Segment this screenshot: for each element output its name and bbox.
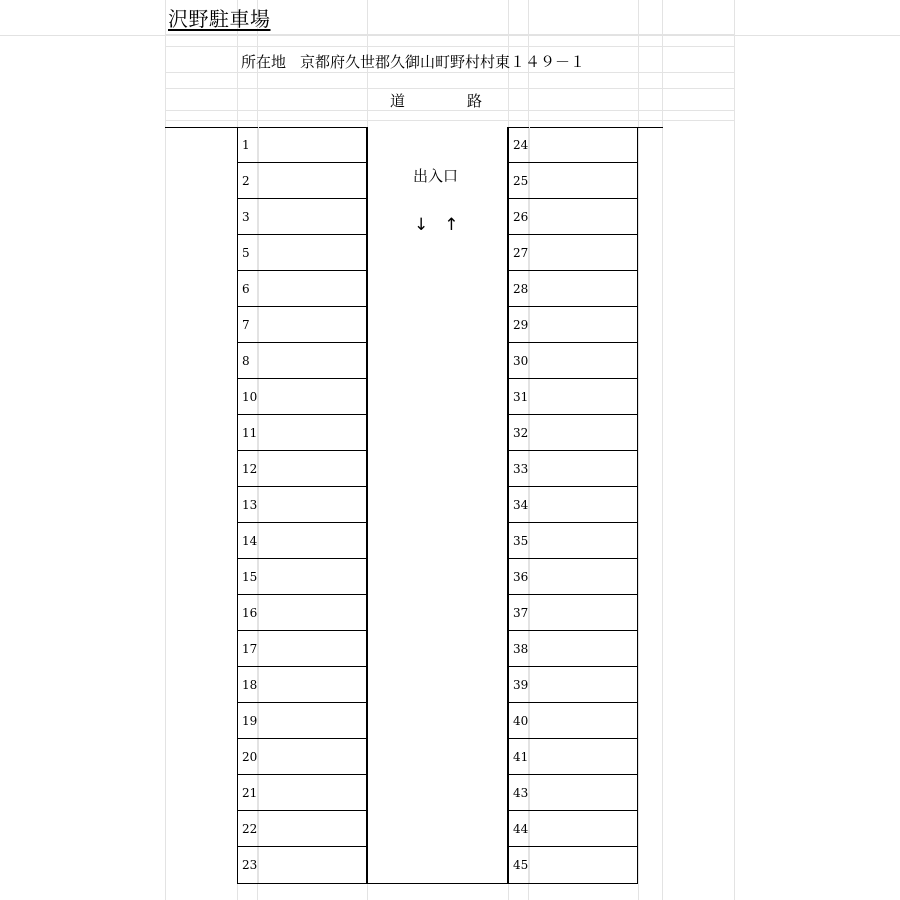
grid-line	[258, 559, 259, 594]
grid-line	[258, 199, 259, 234]
parking-slot	[238, 487, 366, 523]
parking-slot	[509, 343, 637, 379]
parking-slot	[509, 703, 637, 739]
parking-slot	[509, 523, 637, 559]
parking-slot	[509, 775, 637, 811]
grid-line	[529, 739, 530, 774]
grid-line	[529, 271, 530, 306]
parking-slot-number: 25	[513, 174, 529, 188]
grid-line	[529, 199, 530, 234]
grid-line	[529, 487, 530, 522]
parking-slot-number: 29	[513, 318, 529, 332]
grid-line	[258, 667, 259, 702]
parking-column-left	[237, 127, 367, 884]
parking-slot	[509, 199, 637, 235]
grid-line	[258, 703, 259, 738]
grid-line	[165, 0, 166, 900]
road-char-2: 路	[467, 92, 483, 110]
parking-slot	[509, 415, 637, 451]
grid-line	[165, 34, 735, 35]
grid-line	[529, 847, 530, 883]
grid-line	[258, 523, 259, 558]
parking-slot-number: 26	[513, 210, 529, 224]
parking-slot-number: 23	[242, 858, 258, 872]
parking-slot	[238, 451, 366, 487]
parking-slot	[238, 199, 366, 235]
parking-slot-number: 28	[513, 282, 529, 296]
parking-slot	[238, 415, 366, 451]
parking-slot-number: 30	[513, 354, 529, 368]
parking-slot-number: 6	[242, 282, 250, 296]
parking-slot	[509, 163, 637, 199]
parking-slot-number: 15	[242, 570, 258, 584]
parking-slot	[509, 739, 637, 775]
grid-line	[165, 46, 735, 47]
grid-line	[529, 703, 530, 738]
parking-slot-number: 27	[513, 246, 529, 260]
grid-line	[529, 559, 530, 594]
parking-slot-number: 1	[242, 138, 250, 152]
grid-line	[258, 811, 259, 846]
parking-slot-number: 5	[242, 246, 250, 260]
parking-slot	[509, 631, 637, 667]
parking-slot-number: 2	[242, 174, 250, 188]
grid-line	[734, 0, 735, 900]
grid-line	[258, 487, 259, 522]
road-label	[390, 90, 482, 111]
parking-slot-number: 32	[513, 426, 529, 440]
parking-slot-number: 43	[513, 786, 529, 800]
parking-slot-number: 16	[242, 606, 258, 620]
parking-slot	[238, 595, 366, 631]
grid-line	[529, 523, 530, 558]
grid-line	[529, 631, 530, 666]
driving-aisle	[367, 127, 508, 884]
parking-slot-number: 36	[513, 570, 529, 584]
parking-slot-number: 11	[242, 426, 258, 440]
parking-slot-number: 33	[513, 462, 529, 476]
grid-line	[529, 127, 530, 162]
parking-slot-number: 34	[513, 498, 529, 512]
parking-slot-number: 38	[513, 642, 529, 656]
parking-slot-number: 41	[513, 750, 529, 764]
parking-slot	[238, 271, 366, 307]
parking-slot	[509, 127, 637, 163]
parking-slot-number: 39	[513, 678, 529, 692]
road-char-1: 道	[390, 92, 406, 110]
parking-slot	[509, 451, 637, 487]
grid-line	[529, 379, 530, 414]
parking-slot-number: 37	[513, 606, 529, 620]
parking-slot	[238, 343, 366, 379]
parking-slot	[509, 811, 637, 847]
parking-slot-number: 35	[513, 534, 529, 548]
parking-slot-number: 40	[513, 714, 529, 728]
parking-slot	[509, 271, 637, 307]
parking-slot	[238, 559, 366, 595]
parking-slot	[509, 235, 637, 271]
parking-slot-number: 20	[242, 750, 258, 764]
parking-slot-number: 7	[242, 318, 250, 332]
parking-slot	[509, 667, 637, 703]
parking-slot-number: 14	[242, 534, 258, 548]
grid-line	[258, 235, 259, 270]
grid-line	[258, 271, 259, 306]
parking-slot	[238, 523, 366, 559]
parking-slot-number: 18	[242, 678, 258, 692]
grid-line	[258, 307, 259, 342]
parking-slot-number: 10	[242, 390, 258, 404]
parking-slot	[509, 559, 637, 595]
parking-slot	[238, 703, 366, 739]
grid-line	[165, 72, 735, 73]
arrow-down-icon: ↓	[414, 215, 429, 235]
parking-slot	[509, 487, 637, 523]
grid-line	[258, 415, 259, 450]
grid-line	[529, 811, 530, 846]
grid-line	[529, 415, 530, 450]
entrance-label: 出入口	[413, 167, 459, 185]
grid-line	[258, 127, 259, 162]
parking-slot	[238, 739, 366, 775]
address-label: 所在地	[241, 53, 287, 71]
grid-line	[258, 379, 259, 414]
parking-slot	[509, 307, 637, 343]
parking-slot	[509, 595, 637, 631]
parking-slot-number: 24	[513, 138, 529, 152]
grid-line	[529, 163, 530, 198]
grid-line	[258, 451, 259, 486]
parking-slot-number: 45	[513, 858, 529, 872]
page-title: 沢野駐車場	[168, 7, 271, 31]
parking-slot	[238, 379, 366, 415]
grid-line	[258, 343, 259, 378]
parking-column-right	[508, 127, 638, 884]
address-value: 京都府久世郡久御山町野村村東１４９－１	[300, 53, 586, 71]
parking-slot-number: 44	[513, 822, 529, 836]
parking-slot	[238, 631, 366, 667]
entrance-arrows	[414, 215, 459, 235]
grid-line	[258, 631, 259, 666]
grid-line	[258, 595, 259, 630]
parking-slot	[509, 379, 637, 415]
grid-line	[529, 343, 530, 378]
grid-line	[529, 451, 530, 486]
arrow-up-icon: ↑	[444, 215, 459, 235]
grid-line	[529, 595, 530, 630]
address-line	[241, 51, 585, 72]
parking-slot	[238, 775, 366, 811]
grid-line	[258, 739, 259, 774]
grid-line	[638, 0, 639, 900]
grid-line	[165, 120, 735, 121]
grid-line	[258, 847, 259, 883]
parking-slot-number: 22	[242, 822, 258, 836]
grid-line	[529, 667, 530, 702]
grid-line	[258, 775, 259, 810]
parking-slot	[238, 811, 366, 847]
parking-slot	[238, 163, 366, 199]
parking-slot-number: 31	[513, 390, 529, 404]
parking-slot-number: 3	[242, 210, 250, 224]
parking-slot-number: 13	[242, 498, 258, 512]
grid-line	[529, 307, 530, 342]
grid-line	[258, 163, 259, 198]
parking-slot-number: 19	[242, 714, 258, 728]
parking-slot	[509, 847, 637, 883]
grid-line	[662, 0, 663, 900]
parking-slot	[238, 667, 366, 703]
parking-slot-number: 8	[242, 354, 250, 368]
parking-slot-number: 17	[242, 642, 258, 656]
parking-slot-number: 12	[242, 462, 258, 476]
grid-line	[529, 775, 530, 810]
parking-slot	[238, 127, 366, 163]
parking-slot	[238, 235, 366, 271]
parking-slot-number: 21	[242, 786, 258, 800]
parking-slot	[238, 307, 366, 343]
grid-line	[165, 88, 735, 89]
grid-line	[529, 235, 530, 270]
parking-slot	[238, 847, 366, 883]
